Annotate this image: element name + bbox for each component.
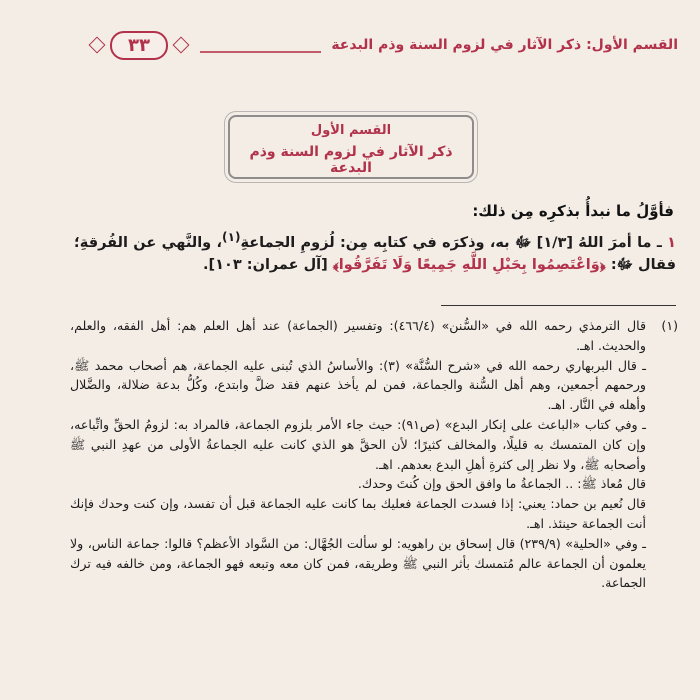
header-title: القسم الأول: ذكر الآثار في لزوم السنة وذم البدعة xyxy=(331,37,678,53)
page-number: ٣٣ xyxy=(110,31,168,60)
footnote-line: قال مُعاذ ﷺ: .. الجماعةُ ما وافق الحق وإن كُنتَ وحدك. xyxy=(357,476,646,492)
intro-heading: فأوَّلُ ما نبدأُ بذكرِه مِن ذلك: xyxy=(472,202,674,220)
section-title-box xyxy=(228,115,474,179)
header-rule xyxy=(200,37,321,53)
footnotes xyxy=(70,316,676,593)
footnote-divider xyxy=(441,305,676,306)
ornament-icon xyxy=(89,37,106,54)
verse-reference: [آل عمران: ١٠٣]. xyxy=(203,256,333,273)
section-title: القسم الأول xyxy=(310,123,392,138)
running-header xyxy=(88,30,678,60)
footnote-line: قال الترمذي رحمه الله في «السُّنن» (٤٦٦/٤): وتفسير (الجماعة) عند أهل العلم هم: أهل الفقه، والعلم، والحديث. اهـ. xyxy=(70,318,646,353)
footnote-line: ـ وفي «الحلية» (٢٣٩/٩) قال إسحاق بن راهويه: لو سألت الجُهَّال: من السَّواد الأعظم؟ قالوا: جماعة الناس، ولا يعلمون أن الجماعة عالم مُتمسك بأثر النبي ﷺ وطريقه، فمن كان معه وتبعه فهو الجماعة، ومن خالفه فيه ترك الجماعة. xyxy=(70,535,646,591)
section-subtitle: ذكر الآثار في لزوم السنة وذم البدعة xyxy=(249,144,453,176)
paragraph-text: ـ ما أمرَ اللهُ [١/٣] ﷻ به، وذكرَه في كتابِه مِن: لُزومِ الجماعةِ xyxy=(240,234,668,251)
footnote-number: (١) xyxy=(661,318,678,333)
footnote-line: قال نُعيم بن حماد: يعني: إذا فسدت الجماعة فعليك بما كانت عليه الجماعة قبل أن تفسد، وإن كنت وحدك فإنك أنت الجماعة حينئذ. اهـ. xyxy=(70,496,646,531)
main-paragraph xyxy=(74,226,676,276)
footnote-line: ـ وفي كتاب «الباعث على إنكار البدع» (ص٩١): حيث جاء الأمر بلزوم الجماعة، فالمراد به: لزومُ الحقِّ واتِّباعه، وإن كان المتمسك به قليلًا، والمخالف كثيرًا؛ لأن الحقَّ هو الذي كانت عليه الجماعةُ الأولى من عهدِ النبي ﷺ وأصحابه ﷺ، ولا نظر إلى كثرةِ أهلِ البدع بعدهم. اهـ. xyxy=(70,416,646,472)
footnote-line: ـ قال البربهاري رحمه الله في «شرح السُّنَّة» (٣): والأساسُ الذي تُبنى عليه الجماعة، هم أصحاب محمد ﷺ، ورحمهم أجمعين، وهم أهل السُّنة والجماعة، فمن لم يأخذ عنهم فقد ضلَّ وابتدع، وكُلُّ بدعة ضلالة، والضَّلال وأهله في النَّار. اهـ. xyxy=(70,357,646,413)
item-number: ١ xyxy=(667,234,676,251)
footnote-ref: (١) xyxy=(222,230,241,244)
ornament-icon xyxy=(172,37,189,54)
quran-verse: ﴿وَاعْتَصِمُوا بِحَبْلِ اللَّهِ جَمِيعًا وَلَا تَفَرَّقُوا﴾ xyxy=(332,256,606,273)
page-number-frame xyxy=(88,31,190,60)
paragraph-text-cont: ، والنَّهي عن الفُرقةِ؛ فقال ﷻ: xyxy=(74,234,676,273)
